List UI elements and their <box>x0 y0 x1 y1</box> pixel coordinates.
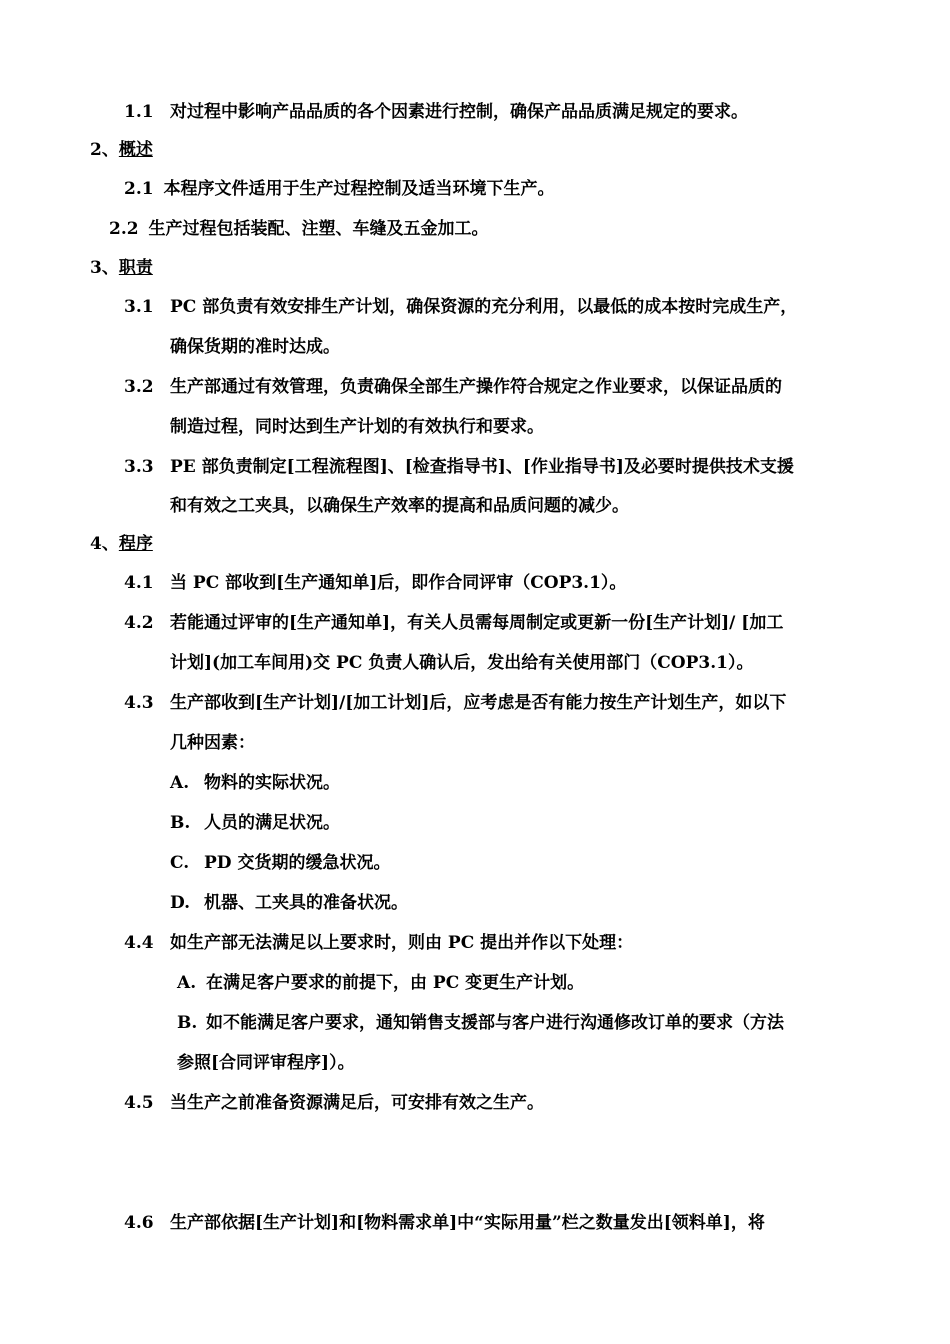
section-text: 本程序文件适用于生产过程控制及适当环境下生产。 <box>163 179 555 199</box>
section-3-3-cont <box>170 494 629 518</box>
heading-title: 程序 <box>118 534 153 554</box>
item-text: 人员的满足状况。 <box>204 813 340 833</box>
section-text: 对过程中影响产品品质的各个因素进行控制，确保产品品质满足规定的要求。 <box>170 102 748 122</box>
section-3-2-cont <box>170 415 544 439</box>
section-number: 3.1 <box>124 297 154 317</box>
heading-number: 4、 <box>90 534 119 554</box>
section-number: 2.1 <box>124 179 154 199</box>
section-number: 4.5 <box>124 1093 154 1113</box>
section-text-line-1: PE 部负责制定[工程流程图]、[检查指导书]、[作业指导书]及必要时提供技术支援 <box>170 457 794 477</box>
heading-title: 职责 <box>118 258 153 278</box>
item-text-line-1: 如不能满足客户要求，通知销售支援部与客户进行沟通修改订单的要求（方法 <box>206 1013 784 1033</box>
item-label: A. <box>177 973 197 993</box>
section-number: 4.3 <box>124 693 154 713</box>
item-label: A. <box>170 773 190 793</box>
section-text-line-1: PC 部负责有效安排生产计划，确保资源的充分利用，以最低的成本按时完成生产， <box>170 297 798 317</box>
section-number: 4.6 <box>124 1213 154 1233</box>
section-4-3-cont <box>170 731 255 755</box>
section-text-line-2: 几种因素： <box>170 733 255 753</box>
item-label: B. <box>170 813 191 833</box>
section-number: 2.2 <box>109 219 139 239</box>
item-label: D. <box>170 893 191 913</box>
item-label: B. <box>177 1013 198 1033</box>
section-text: 当生产之前准备资源满足后，可安排有效之生产。 <box>170 1093 544 1113</box>
section-text-line-2: 和有效之工夹具，以确保生产效率的提高和品质问题的减少。 <box>170 496 629 516</box>
item-text-line-2: 参照[合同评审程序]）。 <box>177 1053 355 1073</box>
item-text: PD 交货期的缓急状况。 <box>204 853 391 873</box>
section-text-line-1: 生产部通过有效管理，负责确保全部生产操作符合规定之作业要求，以保证品质的 <box>170 377 782 397</box>
section-text-line-1: 生产部收到[生产计划]/[加工计划]后，应考虑是否有能力按生产计划生产，如以下 <box>170 693 787 713</box>
section-text: 生产过程包括装配、注塑、车缝及五金加工。 <box>148 219 489 239</box>
heading-number: 2、 <box>90 140 119 160</box>
section-text-line-1: 生产部依据[生产计划]和[物料需求单]中“实际用量”栏之数量发出[领料单]，将 <box>170 1213 765 1233</box>
section-2-2 <box>109 217 489 241</box>
item-text: 物料的实际状况。 <box>204 773 340 793</box>
heading-2 <box>90 138 153 162</box>
section-text-line-1: 若能通过评审的[生产通知单]，有关人员需每周制定或更新一份[生产计划]/ [加工 <box>170 613 784 633</box>
item-text: 在满足客户要求的前提下，由 PC 变更生产计划。 <box>206 973 585 993</box>
heading-3 <box>90 256 153 280</box>
section-text-line-2: 制造过程，同时达到生产计划的有效执行和要求。 <box>170 417 544 437</box>
section-text-line-2: 确保货期的准时达成。 <box>170 337 340 357</box>
heading-number: 3、 <box>90 258 119 278</box>
item-4-4-b-cont <box>177 1051 355 1075</box>
section-number: 3.3 <box>124 457 154 477</box>
section-number: 3.2 <box>124 377 154 397</box>
heading-title: 概述 <box>118 140 153 160</box>
section-text: 当 PC 部收到[生产通知单]后，即作合同评审（COP3.1）。 <box>170 573 627 593</box>
section-2-1 <box>124 177 555 201</box>
section-4-2-cont <box>170 651 753 675</box>
heading-4 <box>90 532 153 556</box>
section-text: 如生产部无法满足以上要求时，则由 PC 提出并作以下处理： <box>170 933 634 953</box>
item-text: 机器、工夹具的准备状况。 <box>204 893 408 913</box>
section-number: 4.1 <box>124 573 154 593</box>
section-number: 4.4 <box>124 933 154 953</box>
section-number: 4.2 <box>124 613 154 633</box>
section-number: 1.1 <box>124 102 154 122</box>
section-text-line-2: 计划](加工车间用)交 PC 负责人确认后，发出给有关使用部门（COP3.1）。 <box>170 653 754 673</box>
section-3-1-cont <box>170 335 340 359</box>
item-label: C. <box>170 853 190 873</box>
